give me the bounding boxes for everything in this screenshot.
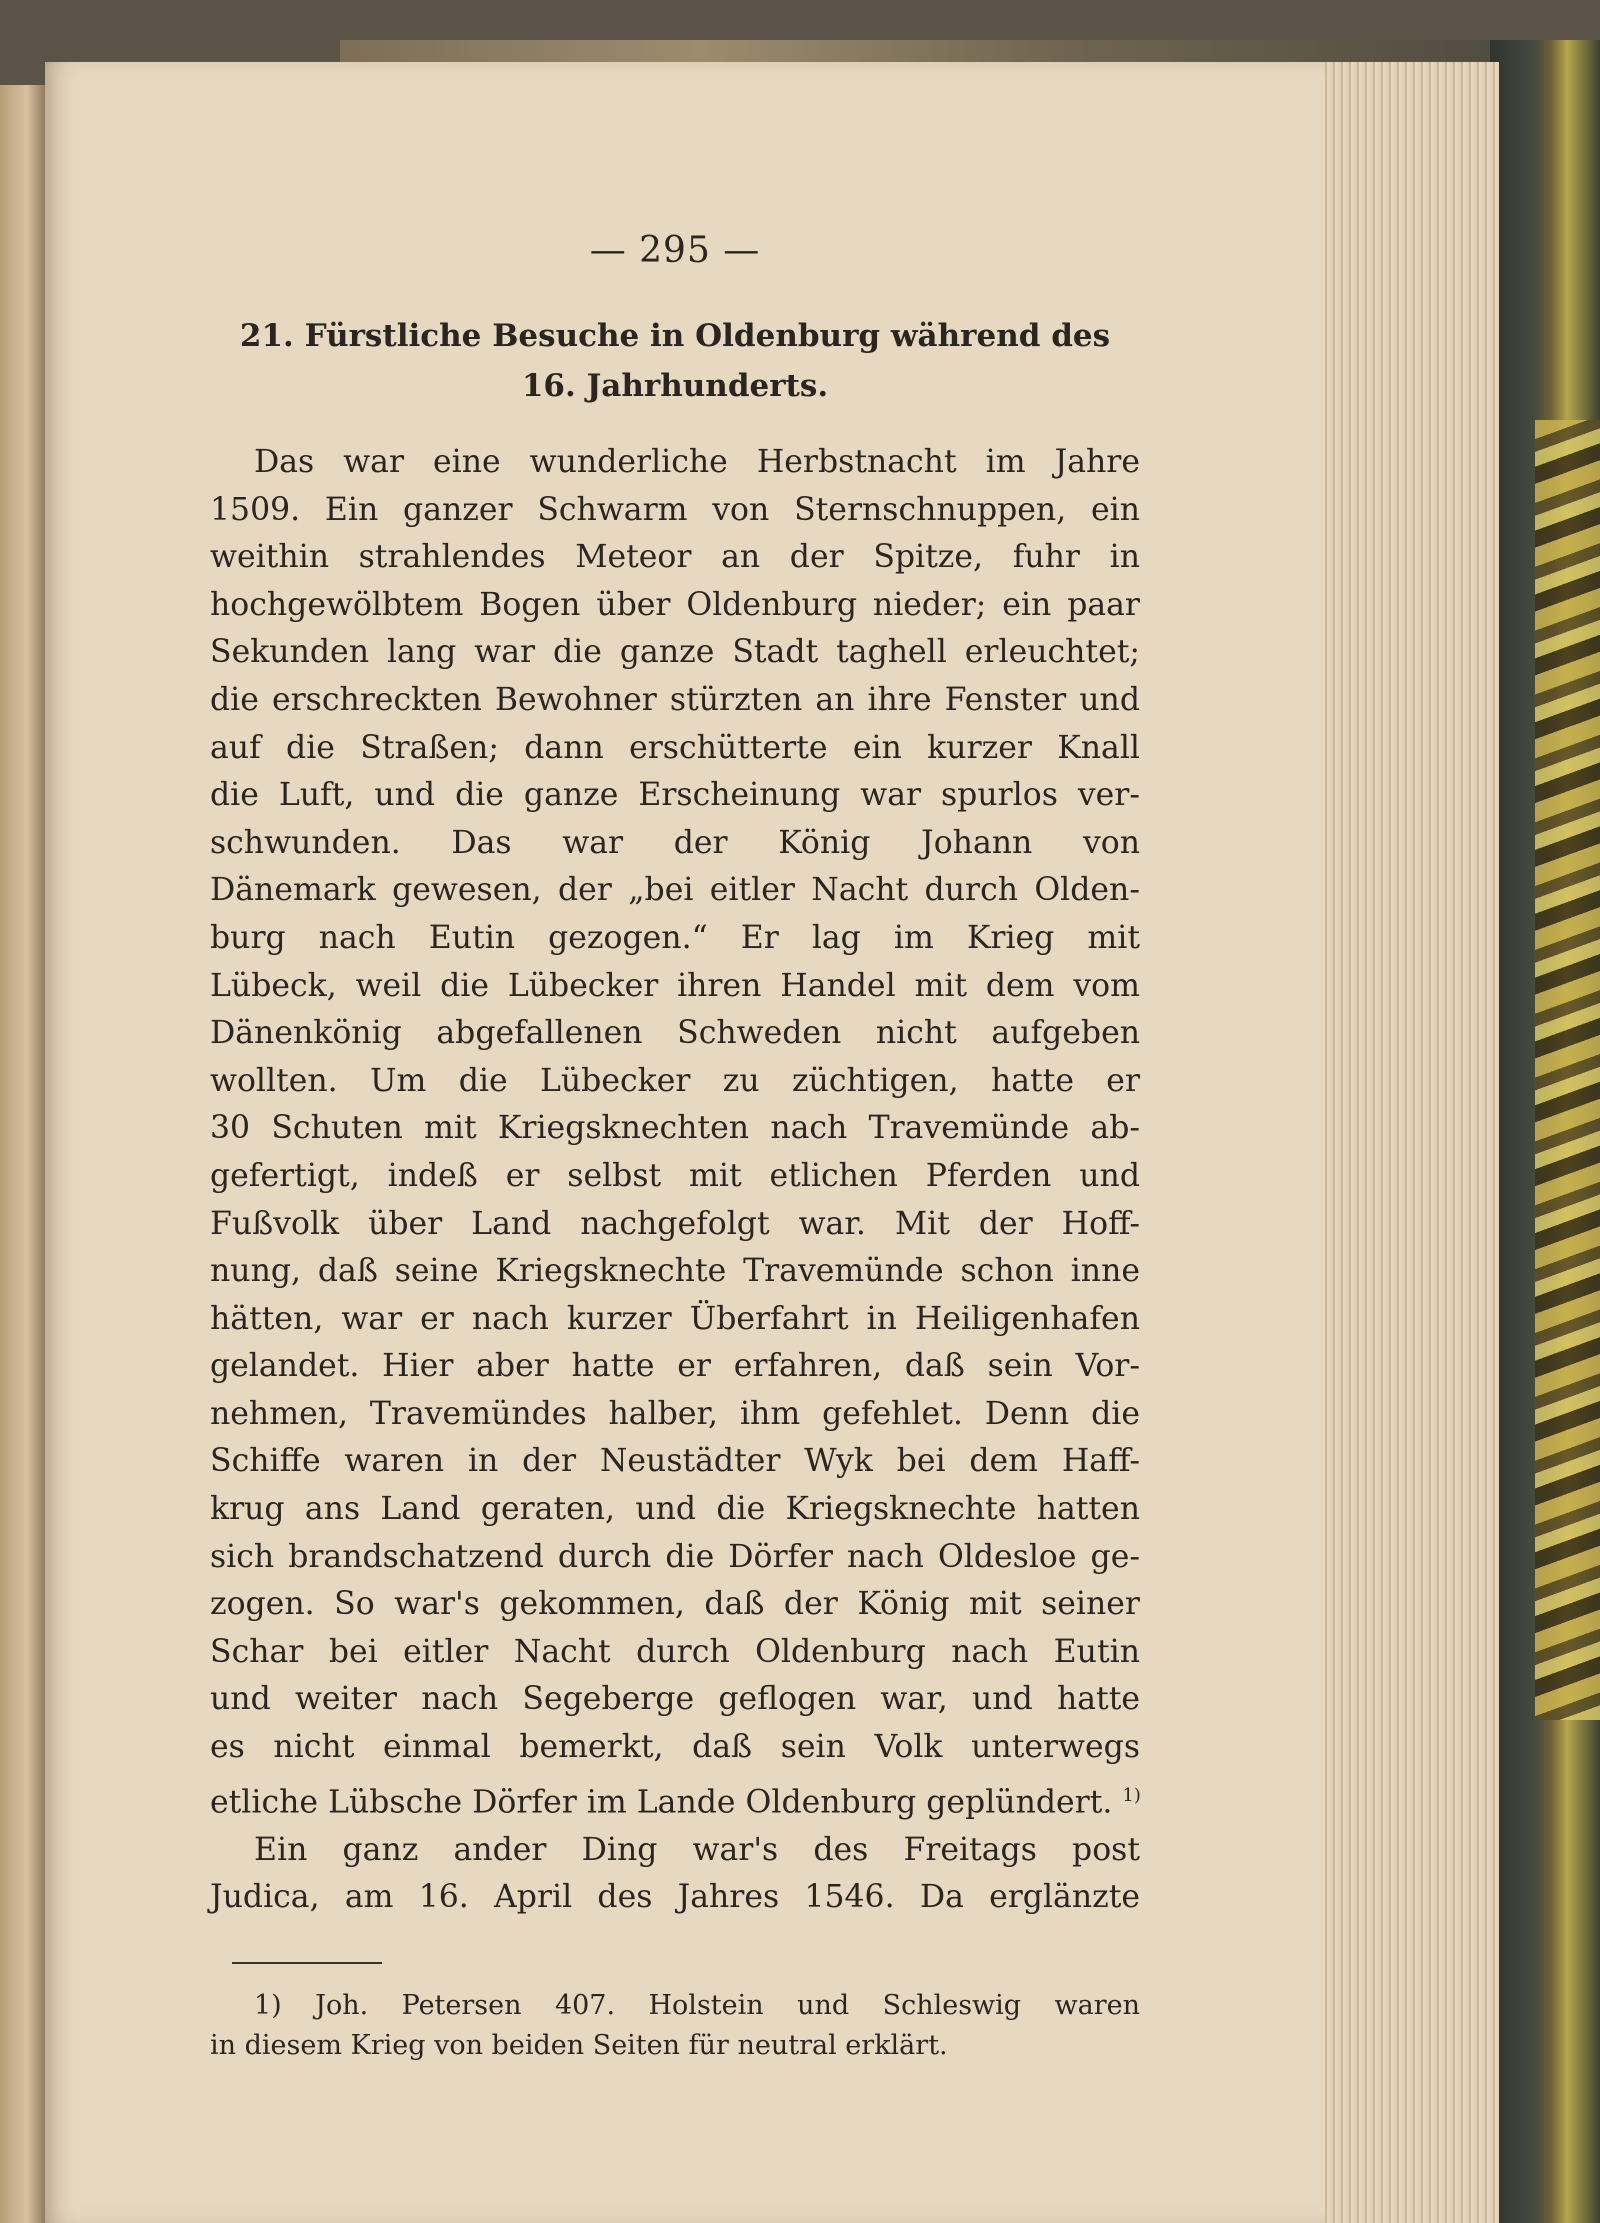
page-content: [210, 212, 1140, 2066]
text-line: auf die Straßen; dann erschütterte ein kurzer Knall: [210, 729, 1140, 766]
body-paragraph-1: [210, 439, 1140, 1827]
chapter-title-line-2: 16. Jahrhunderts.: [521, 368, 829, 404]
text-line: 30 Schuten mit Kriegsknechten nach Travemünde ab-: [210, 1110, 1140, 1147]
text-line: Dänemark gewesen, der „bei eitler Nacht durch Olden-: [210, 872, 1140, 909]
page-edges: [1312, 62, 1499, 2223]
left-page-edge: [0, 85, 45, 2223]
text-line: Ein ganz ander Ding war's des Freitags post: [254, 1831, 1140, 1868]
footnote: [210, 1986, 1140, 2066]
text-line: hätten, war er nach kurzer Überfahrt in Heiligenhafen: [210, 1300, 1140, 1337]
text-line: die Luft, und die ganze Erscheinung war spurlos ver-: [210, 777, 1140, 814]
footnote-divider: [232, 1962, 382, 1964]
text-line: 1509. Ein ganzer Schwarm von Sternschnuppen, ein: [210, 491, 1140, 528]
page-number: — 295 —: [589, 230, 761, 271]
book-page: [45, 62, 1325, 2223]
text-line: nung, daß seine Kriegsknechte Travemünde schon inne: [210, 1253, 1140, 1290]
text-line: Schar bei eitler Nacht durch Oldenburg nach Eutin: [210, 1633, 1140, 1670]
text-line: und weiter nach Segeberge geflogen war, und hatte: [210, 1681, 1140, 1718]
text-line: wollten. Um die Lübecker zu züchtigen, hatte er: [210, 1062, 1140, 1099]
text-line: Dänenkönig abgefallenen Schweden nicht aufgeben: [210, 1015, 1140, 1052]
text-line: Lübeck, weil die Lübecker ihren Handel mit dem vom: [210, 967, 1140, 1004]
footnote-line-1: 1) Joh. Petersen 407. Holstein und Schleswig waren: [254, 1989, 1140, 2021]
text-line: burg nach Eutin gezogen.“ Er lag im Krieg mit: [210, 919, 1140, 956]
text-line: die erschreckten Bewohner stürzten an ihre Fenster und: [210, 681, 1140, 718]
text-line: sich brandschatzend durch die Dörfer nach Oldesloe ge-: [210, 1538, 1140, 1575]
text-line-content: etliche Lübsche Dörfer im Lande Oldenburg geplündert.: [210, 1784, 1113, 1821]
text-line: schwunden. Das war der König Johann von: [210, 824, 1140, 861]
text-line: Fußvolk über Land nachgefolgt war. Mit der Hoff-: [210, 1205, 1140, 1242]
text-line: Judica, am 16. April des Jahres 1546. Da erglänzte: [210, 1879, 1140, 1916]
footnote-line-2: in diesem Krieg von beiden Seiten für neutral erklärt.: [210, 2029, 948, 2061]
text-line: krug ans Land geraten, und die Kriegsknechte hatten: [210, 1491, 1140, 1528]
text-line: es nicht einmal bemerkt, daß sein Volk unterwegs: [210, 1729, 1140, 1766]
text-line: Sekunden lang war die ganze Stadt taghell erleuchtet;: [210, 634, 1140, 671]
marbled-cover: [1535, 420, 1600, 1720]
text-line: gelandet. Hier aber hatte er erfahren, daß sein Vor-: [210, 1348, 1140, 1385]
chapter-title-line-1: 21. Fürstliche Besuche in Oldenburg während des: [239, 318, 1111, 354]
text-line: hochgewölbtem Bogen über Oldenburg nieder; ein paar: [210, 586, 1140, 623]
text-line: weithin strahlendes Meteor an der Spitze, fuhr in: [210, 539, 1140, 576]
footnote-reference: 1): [1122, 1784, 1141, 1806]
text-line: gefertigt, indeß er selbst mit etlichen Pferden und: [210, 1157, 1140, 1194]
text-line: [210, 1772, 1140, 1827]
body-paragraph-2: [210, 1827, 1140, 1922]
text-line: Das war eine wunderliche Herbstnacht im Jahre: [254, 444, 1140, 480]
text-line: nehmen, Travemündes halber, ihm gefehlet. Denn die: [210, 1395, 1140, 1432]
text-line: zogen. So war's gekommen, daß der König mit seiner: [210, 1586, 1140, 1623]
text-line: Schiffe waren in der Neustädter Wyk bei dem Haff-: [210, 1443, 1140, 1480]
chapter-title: [210, 311, 1140, 411]
